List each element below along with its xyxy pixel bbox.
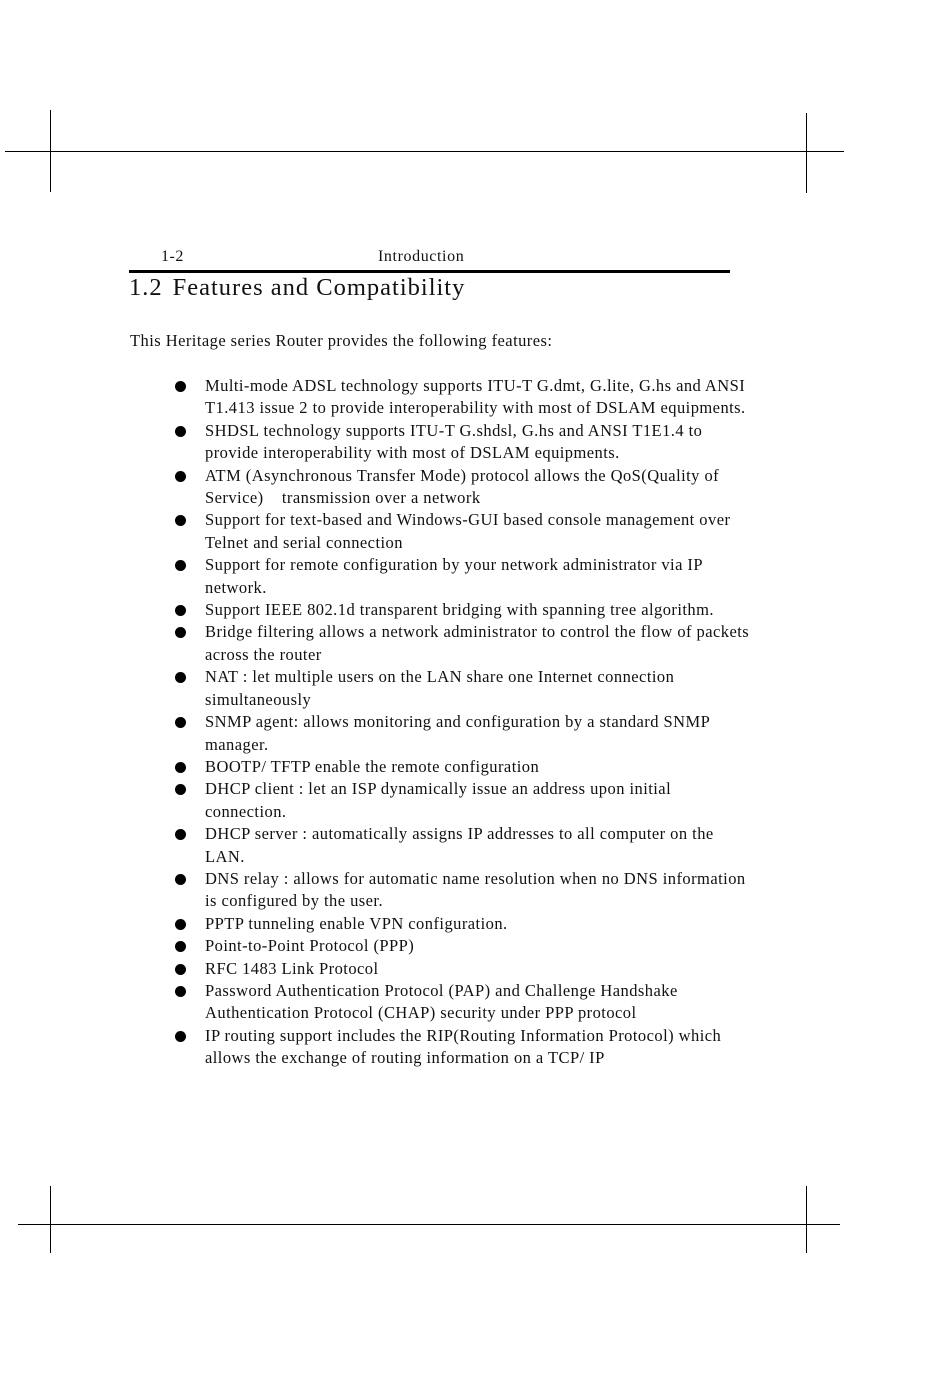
- list-item: [0, 666, 750, 711]
- header-rule: [129, 270, 730, 273]
- list-item: [0, 868, 750, 913]
- bullet-icon: [175, 605, 186, 616]
- list-item: [0, 935, 750, 957]
- feature-text: DHCP server : automatically assigns IP addresses to all computer on the LAN.: [205, 824, 714, 866]
- bullet-icon: [175, 986, 186, 997]
- crop-mark-top-right: [806, 113, 807, 193]
- page-number: 1-2: [161, 248, 184, 265]
- bullet-icon: [175, 762, 186, 773]
- feature-text: DHCP client : let an ISP dynamically issue an address upon initial connection.: [205, 779, 672, 821]
- bullet-icon: [175, 1031, 186, 1042]
- list-item: [0, 913, 750, 935]
- list-item: [0, 823, 750, 868]
- bullet-icon: [175, 941, 186, 952]
- bullet-icon: [175, 964, 186, 975]
- feature-text: DNS relay : allows for automatic name resolution when no DNS information is configured by the user.: [205, 868, 746, 911]
- running-header-title: Introduction: [378, 248, 465, 265]
- list-item: [0, 465, 750, 510]
- bullet-icon: [175, 829, 186, 840]
- crop-mark-bottom: [18, 1224, 840, 1225]
- feature-text: Password Authentication Protocol (PAP) and Challenge Handshake Authentication Protocol (CHAP) security under PPP protocol: [205, 980, 678, 1023]
- list-item: [0, 420, 750, 465]
- feature-text: Bridge filtering allows a network administrator to control the flow of packets across the router: [205, 622, 750, 664]
- feature-text: Support for remote configuration by your network administrator via IP network.: [205, 555, 703, 597]
- feature-text: RFC 1483 Link Protocol: [205, 958, 379, 978]
- bullet-icon: [175, 381, 186, 392]
- feature-text: Support for text-based and Windows-GUI based console management over Telnet and serial connection: [205, 510, 731, 552]
- feature-text: NAT : let multiple users on the LAN share one Internet connection simultaneously: [205, 667, 675, 709]
- feature-list: [0, 375, 950, 1070]
- list-item: [0, 756, 750, 778]
- crop-mark-bottom-left: [50, 1186, 51, 1253]
- list-item: [0, 509, 750, 554]
- bullet-icon: [175, 471, 186, 482]
- bullet-icon: [175, 717, 186, 728]
- feature-text: PPTP tunneling enable VPN configuration.: [205, 913, 508, 933]
- list-item: [0, 1025, 750, 1070]
- bullet-icon: [175, 672, 186, 683]
- crop-mark-top-left: [50, 110, 51, 192]
- feature-text: Point-to-Point Protocol (PPP): [205, 936, 415, 956]
- feature-text: SNMP agent: allows monitoring and configuration by a standard SNMP manager.: [205, 712, 710, 754]
- section-heading: [129, 274, 465, 302]
- list-item: [0, 778, 750, 823]
- list-item: [0, 958, 750, 980]
- crop-mark-bottom-right: [806, 1186, 807, 1253]
- crop-mark-top: [5, 151, 844, 152]
- list-item: [0, 554, 750, 599]
- feature-text: BOOTP/ TFTP enable the remote configuration: [205, 756, 540, 776]
- list-item: [0, 980, 750, 1025]
- bullet-icon: [175, 874, 186, 885]
- list-item: [0, 375, 750, 420]
- feature-text: ATM (Asynchronous Transfer Mode) protocol allows the QoS(Quality of Service) transmission over a network: [205, 465, 724, 508]
- bullet-icon: [175, 784, 186, 795]
- section-number: 1.2: [129, 274, 163, 301]
- list-item: [0, 711, 750, 756]
- bullet-icon: [175, 426, 186, 437]
- bullet-icon: [175, 515, 186, 526]
- intro-paragraph: This Heritage series Router provides the following features:: [130, 331, 553, 350]
- bullet-icon: [175, 919, 186, 930]
- bullet-icon: [175, 560, 186, 571]
- feature-text: Support IEEE 802.1d transparent bridging with spanning tree algorithm.: [205, 600, 714, 620]
- section-title: Features and Compatibility: [172, 274, 466, 301]
- feature-text: Multi-mode ADSL technology supports ITU-T G.dmt, G.lite, G.hs and ANSI T1.413 issue 2 to provide interoperability with most of DSLAM equipments.: [205, 376, 746, 418]
- bullet-icon: [175, 627, 186, 638]
- feature-text: IP routing support includes the RIP(Routing Information Protocol) which allows the exchange of routing information on a TCP/ IP: [205, 1025, 722, 1068]
- list-item: [0, 621, 750, 666]
- list-item: [0, 599, 750, 621]
- feature-text: SHDSL technology supports ITU-T G.shdsl, G.hs and ANSI T1E1.4 to provide interoperability with most of DSLAM equipments.: [205, 420, 703, 463]
